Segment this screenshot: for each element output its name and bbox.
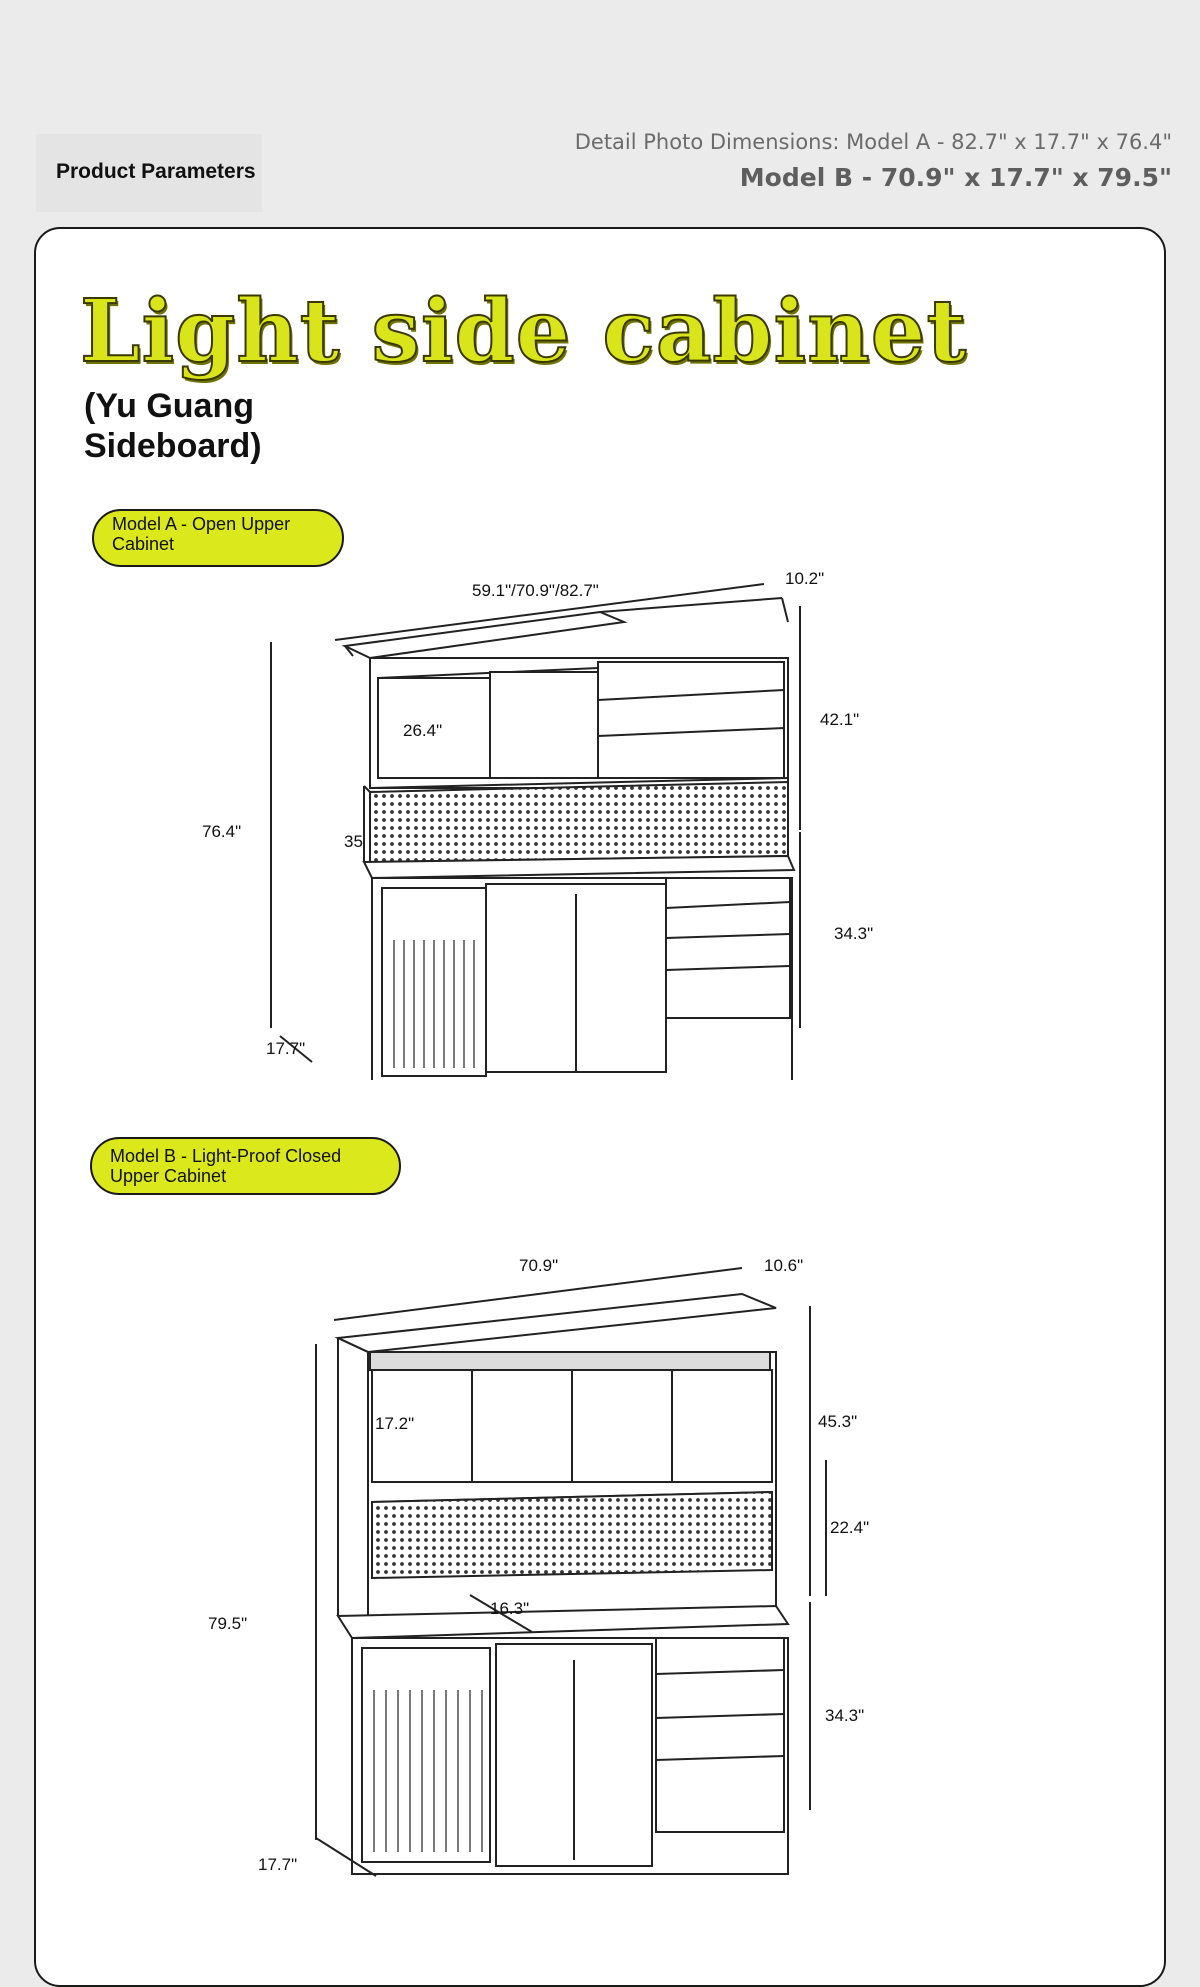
detail-dimensions-line-1: Detail Photo Dimensions: Model A - 82.7" x 17.7" x 76.4" bbox=[574, 130, 1172, 154]
model-a-side-mark: 35 bbox=[344, 832, 363, 851]
model-b-drawing bbox=[190, 1240, 910, 1880]
model-b-lower-height: 34.3" bbox=[825, 1706, 865, 1725]
model-b-counter-depth: 16.3" bbox=[490, 1599, 530, 1618]
model-a-upper-height: 42.1" bbox=[820, 710, 860, 729]
model-a-door-width: 26.4" bbox=[403, 721, 443, 740]
model-a-lower-height: 34.3" bbox=[834, 924, 874, 943]
model-a-drawing bbox=[180, 560, 900, 1080]
detail-dimensions bbox=[575, 126, 1172, 198]
page-subtitle: (Yu Guang Sideboard) bbox=[84, 387, 262, 465]
model-a-total-height: 76.4" bbox=[202, 822, 242, 841]
model-b-upper-height: 45.3" bbox=[818, 1412, 858, 1431]
model-b-board-height: 22.4" bbox=[830, 1518, 870, 1537]
model-b-total-height: 79.5" bbox=[208, 1614, 248, 1633]
model-a-label: Model A - Open Upper Cabinet bbox=[92, 509, 344, 567]
model-b-door-height: 17.2" bbox=[375, 1414, 415, 1433]
model-a-width: 59.1"/70.9"/82.7" bbox=[472, 581, 599, 600]
model-b-width: 70.9" bbox=[519, 1256, 559, 1275]
model-b-label: Model B - Light-Proof Closed Upper Cabinet bbox=[90, 1137, 401, 1195]
model-a-depth: 17.7" bbox=[266, 1039, 306, 1058]
model-b-top-depth: 10.6" bbox=[764, 1256, 804, 1275]
model-b-depth: 17.7" bbox=[258, 1855, 298, 1874]
model-a-top-depth: 10.2" bbox=[785, 569, 825, 588]
product-parameters-label: Product Parameters bbox=[36, 134, 262, 212]
detail-dimensions-line-2: Model B - 70.9" x 17.7" x 79.5" bbox=[739, 163, 1172, 192]
page-title: Light side cabinet bbox=[80, 281, 968, 382]
